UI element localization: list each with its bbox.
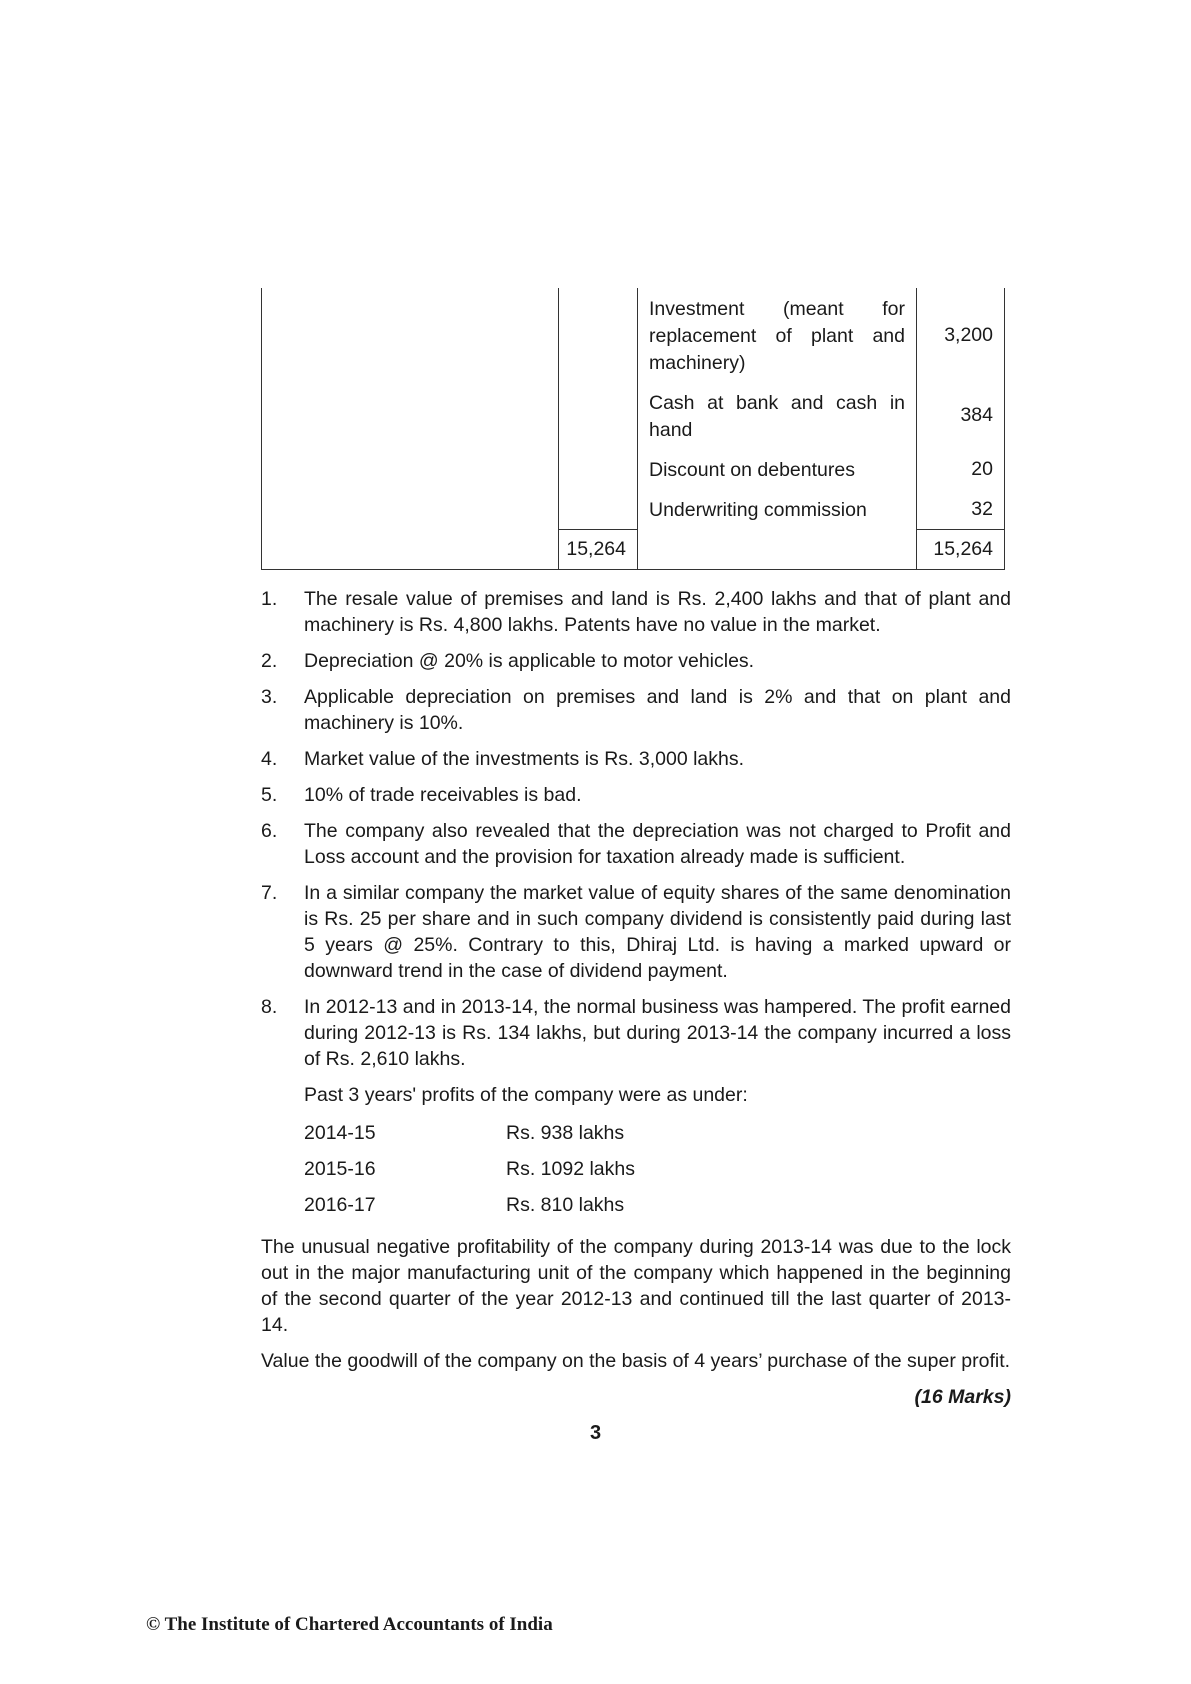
note-text: In a similar company the market value of equity shares of the same denomination is Rs. 25 per share and in such company dividend is consistently paid during last 5 years @ 25%. Contrary to this, Dhiraj Ltd. is having a marked upward or downward trend in the case of dividend payment. xyxy=(304,882,1011,982)
note-item xyxy=(261,746,1011,772)
asset-amount: 32 xyxy=(917,489,1005,529)
balance-sheet-table xyxy=(261,288,1005,570)
notes-section xyxy=(261,586,1011,1410)
past-profits-block xyxy=(304,1082,1011,1228)
profit-amount: Rs. 1092 lakhs xyxy=(506,1158,635,1180)
asset-description: Cash at bank and cash in hand xyxy=(638,382,917,449)
profit-year: 2015-16 xyxy=(304,1158,376,1180)
table-row xyxy=(262,489,1005,529)
total-row xyxy=(262,529,1005,570)
note-item xyxy=(261,586,1011,638)
note-item xyxy=(261,782,1011,808)
note-item xyxy=(261,880,1011,984)
asset-amount: 20 xyxy=(917,449,1005,489)
profit-row xyxy=(304,1120,1011,1156)
liabilities-cell xyxy=(262,449,559,489)
marks-label: (16 Marks) xyxy=(914,1386,1011,1408)
note-number: 6. xyxy=(261,820,278,842)
liabilities-amount-cell xyxy=(559,449,638,489)
assets-total: 15,264 xyxy=(917,529,1004,569)
table-row xyxy=(262,449,1005,489)
lockout-paragraph: The unusual negative profitability of the company during 2013-14 was due to the lock out in the major manufacturing unit of the company which happened in the beginning of the second quarter of the year 2012-13 and continued till the last quarter of 2013-14. xyxy=(261,1236,1011,1336)
note-item xyxy=(261,818,1011,870)
asset-description: Discount on debentures xyxy=(638,449,917,489)
note-item xyxy=(261,994,1011,1072)
liabilities-amount-cell xyxy=(559,489,638,529)
note-number: 4. xyxy=(261,748,278,770)
note-text: Depreciation @ 20% is applicable to motor vehicles. xyxy=(304,650,755,672)
note-text: 10% of trade receivables is bad. xyxy=(304,784,582,806)
footer-copyright: © The Institute of Chartered Accountants of India xyxy=(146,1614,553,1635)
profit-row xyxy=(304,1192,1011,1228)
liabilities-total-label-cell xyxy=(262,529,559,570)
note-text: In 2012-13 and in 2013-14, the normal business was hampered. The profit earned during 2012-13 is Rs. 134 lakhs, but during 2013-14 the company incurred a loss of Rs. 2,610 lakhs. xyxy=(304,996,1011,1070)
liabilities-total-cell xyxy=(559,529,638,570)
liabilities-total: 15,264 xyxy=(559,529,637,569)
assets-total-label-cell xyxy=(638,529,917,570)
page-number: 3 xyxy=(589,1422,602,1444)
table-row xyxy=(262,288,1005,382)
note-number: 5. xyxy=(261,784,278,806)
profit-amount: Rs. 810 lakhs xyxy=(506,1194,625,1216)
question-paragraph: Value the goodwill of the company on the basis of 4 years’ purchase of the super profit. xyxy=(261,1350,1011,1372)
profit-amount: Rs. 938 lakhs xyxy=(506,1122,625,1144)
note-text: The resale value of premises and land is Rs. 2,400 lakhs and that of plant and machinery is Rs. 4,800 lakhs. Patents have no value in the market. xyxy=(304,588,1011,636)
note-number: 1. xyxy=(261,588,278,610)
asset-amount: 384 xyxy=(917,382,1005,449)
liabilities-cell xyxy=(262,489,559,529)
asset-amount: 3,200 xyxy=(917,288,1005,382)
note-item xyxy=(261,684,1011,736)
note-number: 7. xyxy=(261,882,278,904)
profit-row xyxy=(304,1156,1011,1192)
profit-year: 2014-15 xyxy=(304,1122,376,1144)
liabilities-cell xyxy=(262,288,559,382)
note-text: Market value of the investments is Rs. 3,000 lakhs. xyxy=(304,748,745,770)
asset-description: Investment (meant for replacement of plant and machinery) xyxy=(638,288,917,382)
note-text: Applicable depreciation on premises and land is 2% and that on plant and machinery is 10%. xyxy=(304,686,1011,734)
assets-total-cell xyxy=(917,529,1005,570)
asset-description: Underwriting commission xyxy=(638,489,917,529)
note-number: 2. xyxy=(261,650,278,672)
liabilities-amount-cell xyxy=(559,288,638,382)
note-number: 3. xyxy=(261,686,278,708)
note-text: The company also revealed that the depreciation was not charged to Profit and Loss account and the provision for taxation already made is sufficient. xyxy=(304,820,1011,868)
table-row xyxy=(262,382,1005,449)
liabilities-cell xyxy=(262,382,559,449)
profit-year: 2016-17 xyxy=(304,1194,376,1216)
past-profits-intro: Past 3 years' profits of the company were as under: xyxy=(304,1084,748,1106)
note-number: 8. xyxy=(261,996,278,1018)
liabilities-amount-cell xyxy=(559,382,638,449)
note-item xyxy=(261,648,1011,674)
